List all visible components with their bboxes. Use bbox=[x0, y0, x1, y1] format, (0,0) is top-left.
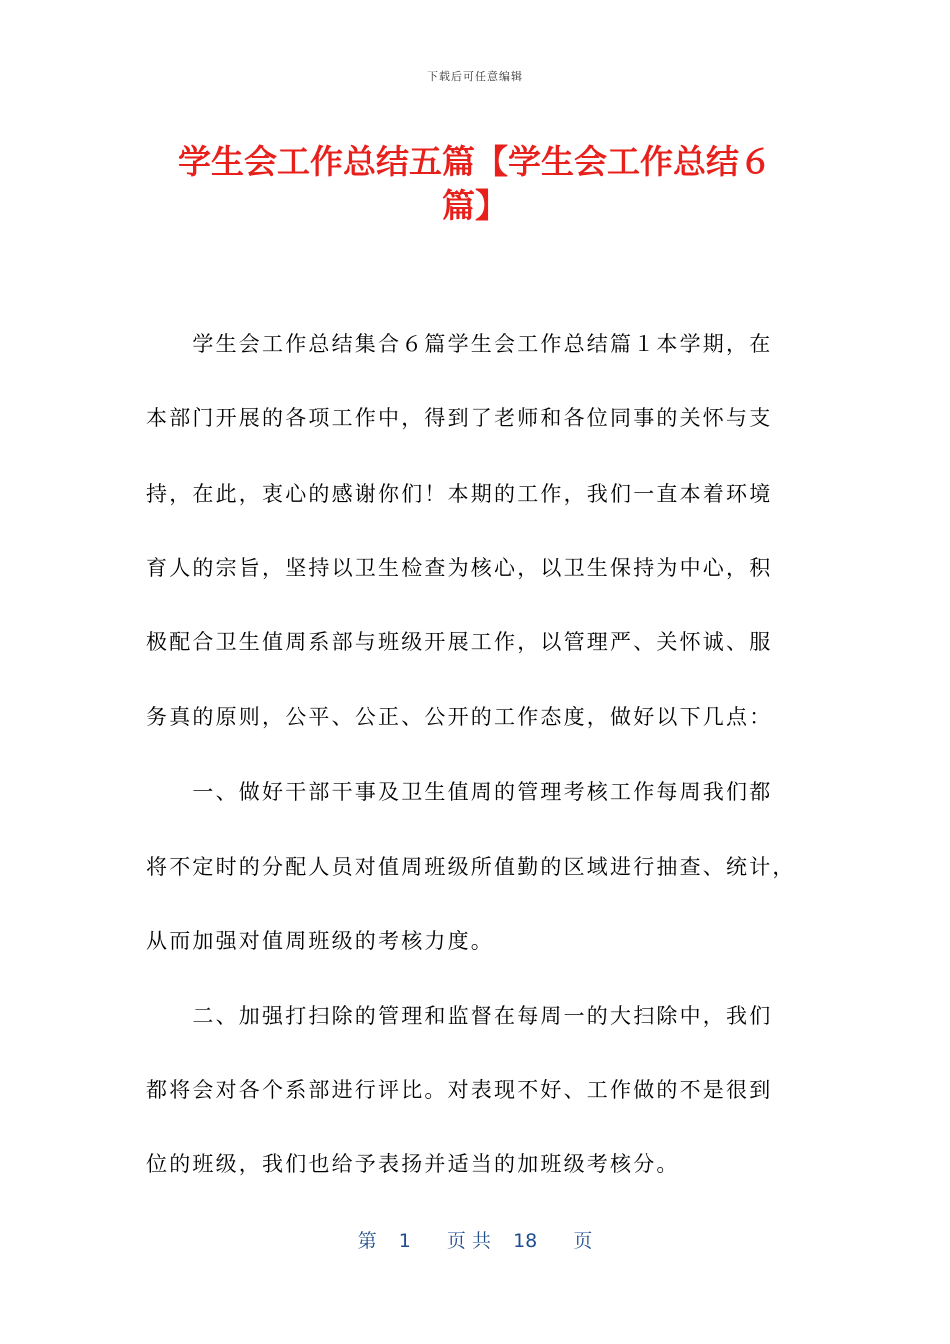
body-line-7: 一、做好干部干事及卫生值周的管理考核工作每周我们都 bbox=[146, 780, 773, 804]
body-line-11: 都将会对各个系部进行评比。对表现不好、工作做的不是很到 bbox=[146, 1078, 773, 1102]
body-line-5: 极配合卫生值周系部与班级开展工作，以管理严、关怀诚、服 bbox=[146, 630, 773, 654]
body-line-2: 本部门开展的各项工作中，得到了老师和各位同事的关怀与支 bbox=[146, 406, 773, 430]
title-line-1: 学生会工作总结五篇【学生会工作总结６ bbox=[178, 142, 772, 181]
body-line-8: 将不定时的分配人员对值周班级所值勤的区域进行抽查、统计， bbox=[146, 855, 796, 879]
header-note: 下载后可任意编辑 bbox=[427, 70, 523, 83]
footer-prefix: 第 bbox=[357, 1230, 377, 1252]
document-title bbox=[150, 140, 800, 228]
body-line-3: 持，在此，衷心的感谢你们！本期的工作，我们一直本着环境 bbox=[146, 482, 773, 506]
body-line-12: 位的班级，我们也给予表扬并适当的加班级考核分。 bbox=[146, 1152, 680, 1176]
body-line-6: 务真的原则，公平、公正、公开的工作态度，做好以下几点： bbox=[146, 705, 773, 729]
body-line-9: 从而加强对值周班级的考核力度。 bbox=[146, 929, 494, 953]
footer-current-page: 1 bbox=[398, 1230, 411, 1252]
footer-middle: 页 共 bbox=[446, 1230, 491, 1252]
footer-suffix: 页 bbox=[573, 1230, 593, 1252]
page-footer bbox=[0, 1226, 950, 1253]
title-line-2: 篇】 bbox=[442, 186, 508, 225]
footer-total-pages: 18 bbox=[513, 1230, 538, 1252]
body-line-10: 二、加强打扫除的管理和监督在每周一的大扫除中，我们 bbox=[146, 1004, 773, 1028]
body-line-1: 学生会工作总结集合６篇学生会工作总结篇１本学期，在 bbox=[146, 332, 773, 356]
body-line-4: 育人的宗旨，坚持以卫生检查为核心，以卫生保持为中心，积 bbox=[146, 556, 773, 580]
